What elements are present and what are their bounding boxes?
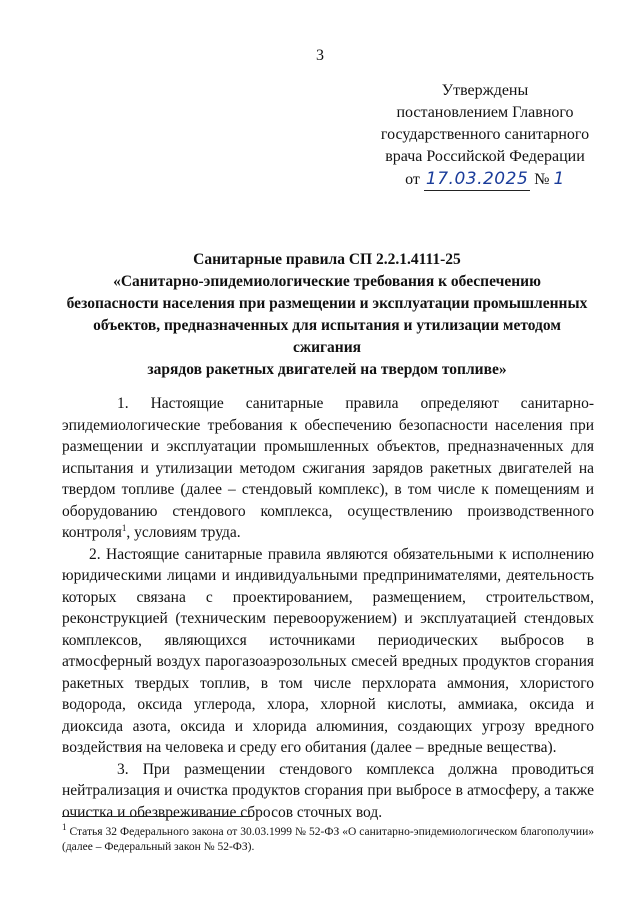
approval-date-line bbox=[380, 168, 590, 191]
paragraph-1 bbox=[62, 393, 594, 544]
handwritten-date: 17.03.2025 bbox=[425, 169, 529, 189]
paragraph-1-tail: , условиям труда. bbox=[126, 524, 241, 541]
from-prefix: от bbox=[405, 171, 420, 188]
footnote-marker: 1 bbox=[62, 822, 67, 833]
approval-line: врача Российской Федерации bbox=[385, 148, 585, 165]
approval-line: Утверждены bbox=[441, 82, 529, 99]
paragraph-2: 2. Настоящие санитарные правила являются обязательными к исполнению юридическими лицами и индивидуальными предпринимателями, деятельность которых связана с проектированием, размещением, строительством, реконструкцией (техническим перевооружением) и эксплуатацией стендовых комплексов, являющихся источниками периодических выбросов в атмосферный воздух парогазоаэрозольных смесей вредных продуктов сгорания ракетных твердых топлив, в том числе перхлората аммония, хлористого водорода, оксида углерода, хлора, хлорной кислоты, аммиака, оксида и диоксида азота, оксида и хлорида алюминия, создающих угрозу вредного воздействия на человека и среду его обитания (далее – вредные вещества). bbox=[62, 545, 594, 756]
paragraph-1-text: 1. Настоящие санитарные правила определяют санитарно-эпидемиологические требования к обеспечению безопасности населения при размещении и эксплуатации промышленных объектов, предназначенных для испытания и утилизации методом сжигания зарядов ракетных двигателей на твердом топливе (далее – стендовый комплекс), в том числе к помещениям и оборудованию стендового комплекса, осуществлению производственного контроля bbox=[62, 395, 594, 541]
document-body bbox=[62, 393, 594, 823]
footnote bbox=[62, 822, 594, 855]
title-line: Санитарные правила СП 2.2.1.4111-25 bbox=[193, 251, 461, 268]
footnote-text: Статья 32 Федерального закона от 30.03.1999 № 52-ФЗ «О санитарно-эпидемиологическом благополучии» (далее – Федеральный закон № 52-ФЗ). bbox=[62, 826, 594, 853]
document-title bbox=[62, 249, 592, 381]
footnote-ref: 1 bbox=[121, 522, 127, 533]
page-number: 3 bbox=[316, 47, 324, 64]
title-line: «Санитарно-эпидемиологические требования к обеспечению bbox=[113, 273, 541, 290]
approval-line: государственного санитарного bbox=[380, 126, 590, 143]
handwritten-number: 1 bbox=[553, 169, 565, 189]
footnote-divider bbox=[62, 816, 252, 817]
number-prefix: № bbox=[534, 171, 550, 188]
approval-block bbox=[380, 80, 590, 191]
title-line: объектов, предназначенных для испытания и утилизации методом сжигания bbox=[93, 317, 561, 356]
title-line: безопасности населения при размещении и эксплуатации промышленных bbox=[66, 295, 588, 312]
approval-line: постановлением Главного bbox=[396, 104, 574, 121]
title-line: зарядов ракетных двигателей на твердом топливе» bbox=[147, 361, 507, 378]
paragraph-3: 3. При размещении стендового комплекса должна проводиться нейтрализация и очистка продуктов сгорания при выбросе в атмосферу, а также очистка и обезвреживание сбросов сточных вод. bbox=[62, 760, 594, 821]
